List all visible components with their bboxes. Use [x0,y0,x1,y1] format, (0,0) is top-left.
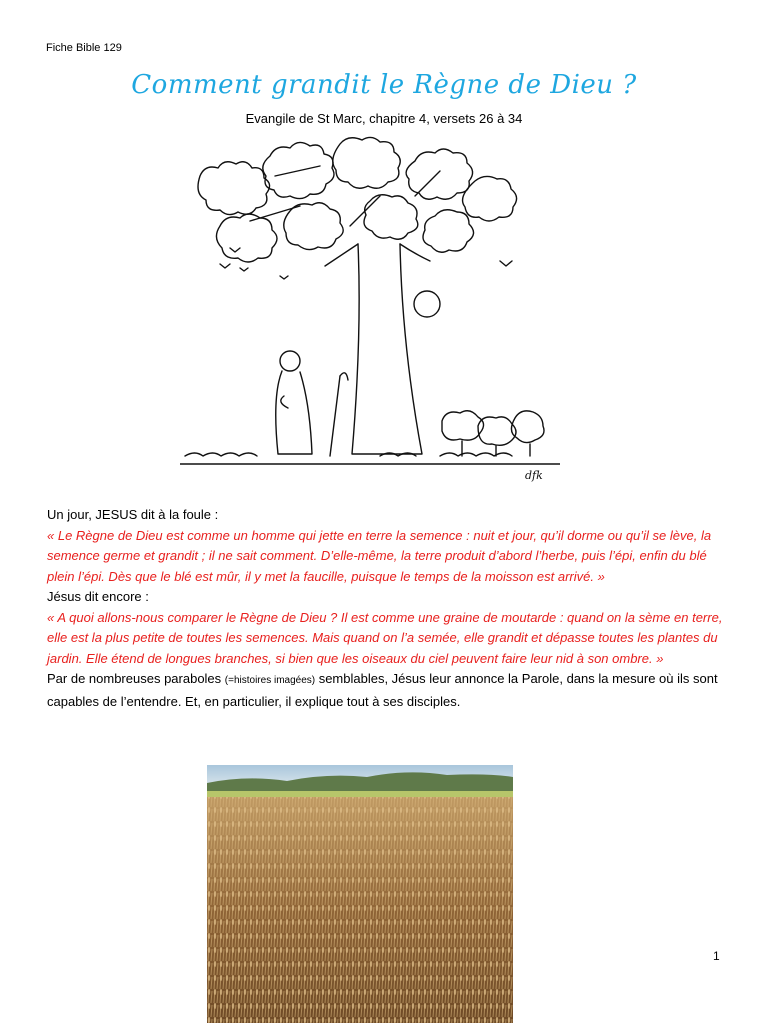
intro-line-2: Jésus dit encore : [47,589,149,604]
page-title: Comment grandit le Règne de Dieu ? [131,70,637,100]
closing-text-b: semblables, Jésus leur annonce la Parole, dans la mesure où ils sont capables de l’entendre. Et, en particulier, il explique tout à ses disciples. [47,671,718,709]
wheat-field-photo [207,765,513,1023]
quote-1: « Le Règne de Dieu est comme un homme qui jette en terre la semence : nuit et jour, qu’il dorme ou qu’il se lève, la semence germe et grandit ; il ne sait comment. D’elle-même, la terre produit d’abord l’herbe, puis l’épi, enfin du blé plein l’épi. Dès que le blé est mûr, il y met la faucille, puisque le temps de la moisson est arrivé. » [47,527,712,584]
intro-line-1: Un jour, JESUS dit à la foule : [47,507,219,522]
quote-2: « A quoi allons-nous comparer le Règne de Dieu ? Il est comme une graine de moutarde : quand on la sème en terre, elle est la plus petite de toutes les semences. Mais quand on l’a semée, elle grandit et dépasse toutes les plantes du jardin. Elle étend de longues branches, si bien que les oiseaux du ciel peuvent faire leur nid à son ombre. » [47,609,723,666]
tree-illustration [180,136,560,488]
body-text [47,505,725,712]
illustration-signature: dfk [525,469,543,482]
fiche-label: Fiche Bible 129 [46,42,122,54]
closing-text-a: Par de nombreuses paraboles [47,671,225,686]
closing-paragraph [47,669,725,712]
page-subtitle: Evangile de St Marc, chapitre 4, versets 26 à 34 [245,111,523,126]
closing-parenthetical: (=histoires imagées) [224,675,316,686]
page-number: 1 [713,949,720,963]
